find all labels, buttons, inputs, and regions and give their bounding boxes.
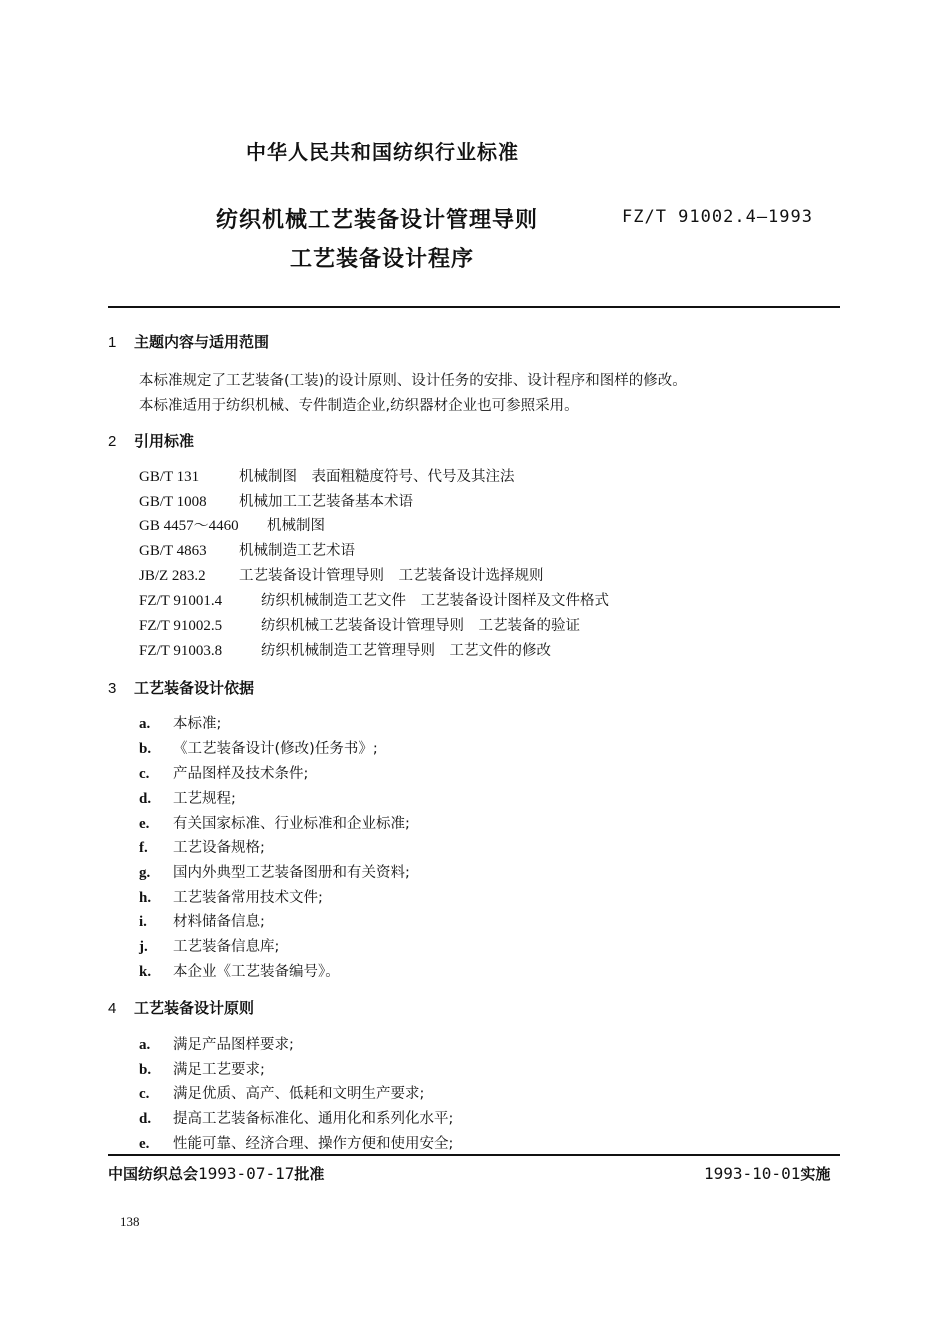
list-item — [139, 787, 236, 808]
list-item-text: 提高工艺装备标准化、通用化和系列化水平; — [173, 1111, 454, 1127]
list-item-letter: k. — [139, 964, 152, 980]
list-item-text: 国内外典型工艺装备图册和有关资料; — [173, 865, 410, 881]
document-title: 纺织机械工艺装备设计管理导则 — [216, 208, 539, 233]
list-item — [139, 886, 323, 907]
section-number: 4 — [108, 1000, 117, 1017]
list-item — [139, 910, 265, 931]
list-item — [139, 812, 410, 833]
list-item — [139, 1082, 424, 1103]
reference-title: 纺织机械工艺装备设计管理导则 工艺装备的验证 — [261, 618, 580, 634]
reference-item — [139, 639, 551, 660]
section-title: 主题内容与适用范围 — [134, 333, 270, 351]
standard-body-heading: 中华人民共和国纺织行业标准 — [246, 140, 519, 164]
list-item-text: 本标准; — [173, 716, 222, 732]
effective-line — [704, 1163, 830, 1184]
approval-date: 1993-07-17 — [198, 1164, 295, 1183]
document-subtitle: 工艺装备设计程序 — [290, 247, 475, 272]
reference-title: 纺织机械制造工艺管理导则 工艺文件的修改 — [261, 643, 551, 659]
list-item — [139, 762, 308, 783]
list-item-letter: c. — [139, 766, 150, 782]
list-item-letter: i. — [139, 914, 147, 930]
section-title: 工艺装备设计原则 — [134, 999, 255, 1017]
list-item-letter: b. — [139, 741, 152, 757]
list-item — [139, 1033, 294, 1054]
list-item — [139, 1132, 453, 1153]
list-item — [139, 960, 340, 981]
list-item-text: 工艺装备常用技术文件; — [173, 890, 323, 906]
approval-label: 批准 — [294, 1165, 325, 1183]
list-item-text: 有关国家标准、行业标准和企业标准; — [173, 816, 410, 832]
list-item — [139, 836, 265, 857]
list-item-letter: h. — [139, 890, 152, 906]
reference-item — [139, 465, 515, 486]
reference-item — [139, 514, 325, 535]
reference-code: FZ/T 91003.8 — [139, 643, 223, 659]
list-item-letter: a. — [139, 1037, 151, 1053]
list-item-letter: a. — [139, 716, 151, 732]
reference-title: 纺织机械制造工艺文件 工艺装备设计图样及文件格式 — [261, 593, 609, 609]
reference-code: JB/Z 283.2 — [139, 568, 206, 584]
list-item-letter: c. — [139, 1086, 150, 1102]
effective-label: 实施 — [800, 1165, 831, 1183]
section-3-heading — [108, 677, 254, 698]
list-item — [139, 712, 221, 733]
list-item-text: 产品图样及技术条件; — [173, 766, 309, 782]
section-4-heading — [108, 997, 254, 1018]
reference-code: GB/T 1008 — [139, 494, 207, 510]
section-2-heading — [108, 430, 194, 451]
list-item-letter: g. — [139, 865, 151, 881]
reference-title: 机械制图 — [267, 518, 325, 534]
reference-code: GB/T 131 — [139, 469, 200, 485]
list-item-text: 《工艺装备设计(修改)任务书》; — [173, 741, 378, 757]
section-title: 工艺装备设计依据 — [134, 679, 255, 697]
page-number: 138 — [120, 1214, 140, 1229]
list-item-letter: j. — [139, 939, 148, 955]
reference-code: FZ/T 91001.4 — [139, 593, 223, 609]
list-item-text: 本企业《工艺装备编号》。 — [173, 964, 340, 980]
section-number: 1 — [108, 334, 117, 351]
list-item — [139, 737, 378, 758]
list-item — [139, 861, 410, 882]
reference-code: GB 4457～4460 — [139, 518, 239, 534]
list-item-text: 工艺规程; — [173, 791, 236, 807]
list-item-letter: f. — [139, 840, 148, 856]
reference-title: 工艺装备设计管理导则 工艺装备设计选择规则 — [239, 568, 544, 584]
list-item-text: 工艺设备规格; — [173, 840, 265, 856]
list-item-text: 满足产品图样要求; — [173, 1037, 294, 1053]
list-item-letter: d. — [139, 1111, 152, 1127]
section-number: 2 — [108, 433, 117, 450]
paragraph: 本标准规定了工艺装备(工装)的设计原则、设计任务的安排、设计程序和图样的修改。 — [139, 373, 687, 389]
list-item-letter: e. — [139, 816, 150, 832]
list-item — [139, 1107, 453, 1128]
effective-date: 1993-10-01 — [704, 1164, 801, 1183]
list-item-text: 满足优质、高产、低耗和文明生产要求; — [173, 1086, 425, 1102]
footer-divider — [108, 1154, 840, 1156]
header-divider — [108, 306, 840, 308]
approval-line — [108, 1163, 324, 1184]
list-item-text: 材料储备信息; — [173, 914, 265, 930]
paragraph: 本标准适用于纺织机械、专件制造企业,纺织器材企业也可参照采用。 — [139, 398, 579, 414]
reference-item — [139, 539, 355, 560]
list-item-text: 工艺装备信息库; — [173, 939, 280, 955]
list-item-letter: d. — [139, 791, 152, 807]
list-item-text: 满足工艺要求; — [173, 1062, 265, 1078]
reference-item — [139, 589, 609, 610]
reference-title: 机械制图 表面粗糙度符号、代号及其注法 — [239, 469, 515, 485]
reference-item — [139, 490, 413, 511]
list-item-text: 性能可靠、经济合理、操作方便和使用安全; — [173, 1136, 454, 1152]
reference-code: GB/T 4863 — [139, 543, 207, 559]
reference-item — [139, 614, 580, 635]
section-title: 引用标准 — [134, 432, 195, 450]
reference-title: 机械制造工艺术语 — [239, 543, 355, 559]
section-1-heading — [108, 331, 269, 352]
list-item-letter: b. — [139, 1062, 152, 1078]
list-item — [139, 935, 279, 956]
reference-item — [139, 564, 544, 585]
standard-code: FZ/T 91002.4—1993 — [622, 207, 813, 227]
list-item-letter: e. — [139, 1136, 150, 1152]
section-number: 3 — [108, 680, 117, 697]
list-item — [139, 1058, 265, 1079]
reference-code: FZ/T 91002.5 — [139, 618, 223, 634]
reference-title: 机械加工工艺装备基本术语 — [239, 494, 413, 510]
issuer: 中国纺织总会 — [108, 1165, 199, 1183]
